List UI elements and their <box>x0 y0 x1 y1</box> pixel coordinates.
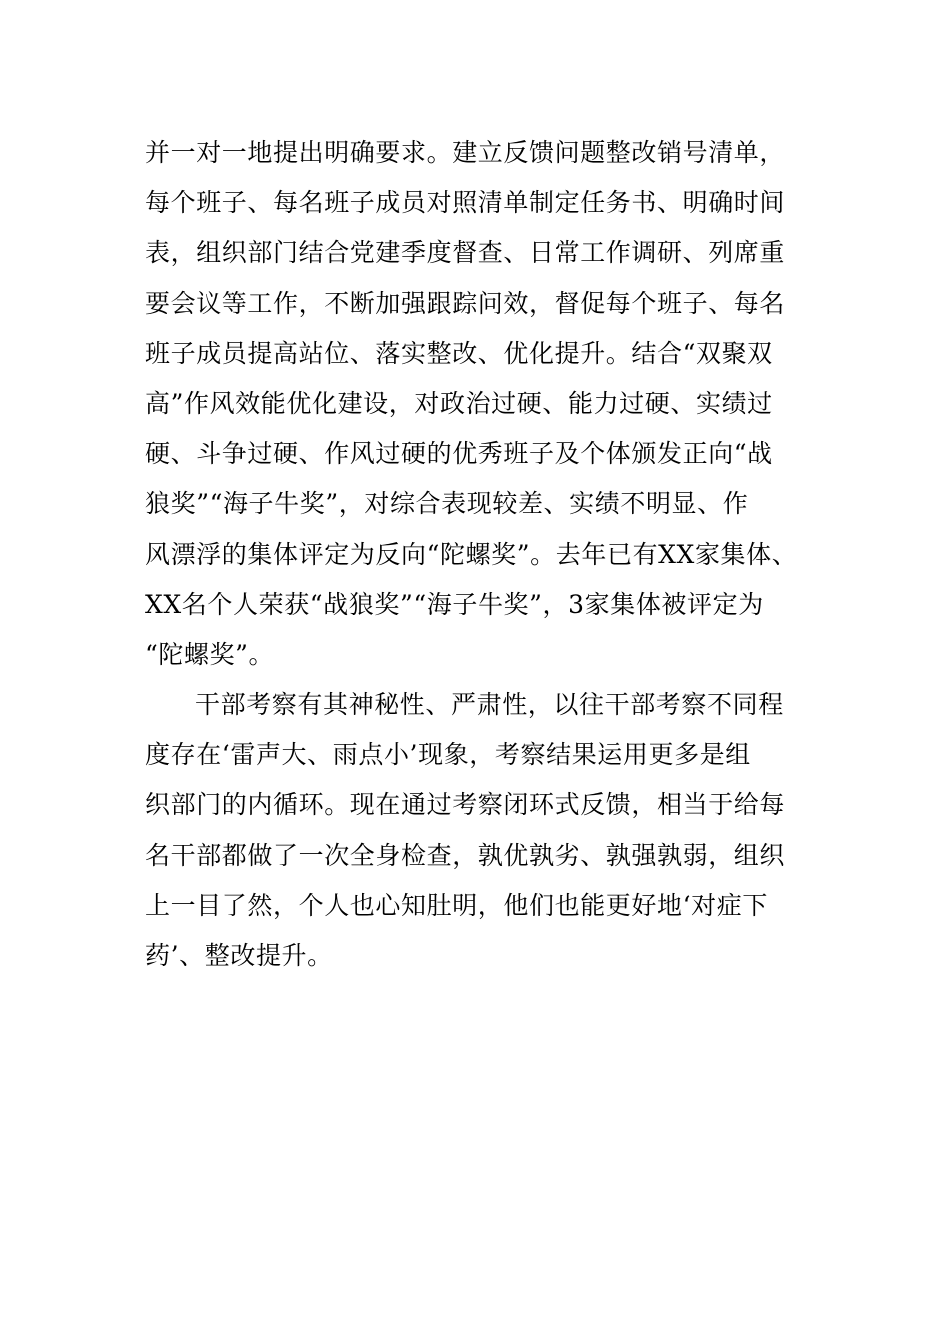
text-line: 每个班子、每名班子成员对照清单制定任务书、明确时间 <box>145 188 786 218</box>
text-line: 并一对一地提出明确要求。建立反馈问题整改销号清单， <box>145 138 786 167</box>
text-line: 狼奖”“海子牛奖”，对综合表现较差、实绩不明显、作 <box>145 489 749 519</box>
text-line: 班子成员提高站位、落实整改、优化提升。结合“双聚双 <box>145 338 773 368</box>
paragraph-1 <box>145 128 825 680</box>
text-line: 名干部都做了一次全身检查，孰优孰劣、孰强孰弱，组织 <box>145 840 786 870</box>
text-line: XX名个人荣获“战狼奖”“海子牛奖”，3家集体被评定为 <box>145 589 764 619</box>
text-line: “陀螺奖”。 <box>145 639 275 669</box>
text-line: 高”作风效能优化建设，对政治过硬、能力过硬、实绩过 <box>145 388 773 418</box>
text-line: 风漂浮的集体评定为反向“陀螺奖”。去年已有XX家集体、 <box>145 539 798 569</box>
text-line: 干部考察有其神秘性、严肃性，以往干部考察不同程 <box>195 690 784 720</box>
text-line: 要会议等工作，不断加强跟踪问效，督促每个班子、每名 <box>145 288 786 318</box>
paragraph-2 <box>145 680 825 981</box>
text-line: 药’、整改提升。 <box>145 941 333 970</box>
text-line: 表，组织部门结合党建季度督查、日常工作调研、列席重 <box>145 238 786 268</box>
document-body <box>145 128 825 981</box>
text-line: 硬、斗争过硬、作风过硬的优秀班子及个体颁发正向“战 <box>145 439 773 469</box>
text-line: 上一目了然，个人也心知肚明，他们也能更好地‘对症下 <box>145 890 768 920</box>
text-line: 织部门的内循环。现在通过考察闭环式反馈，相当于给每 <box>145 790 786 820</box>
text-line: 度存在‘雷声大、雨点小’现象，考察结果运用更多是组 <box>145 740 751 770</box>
